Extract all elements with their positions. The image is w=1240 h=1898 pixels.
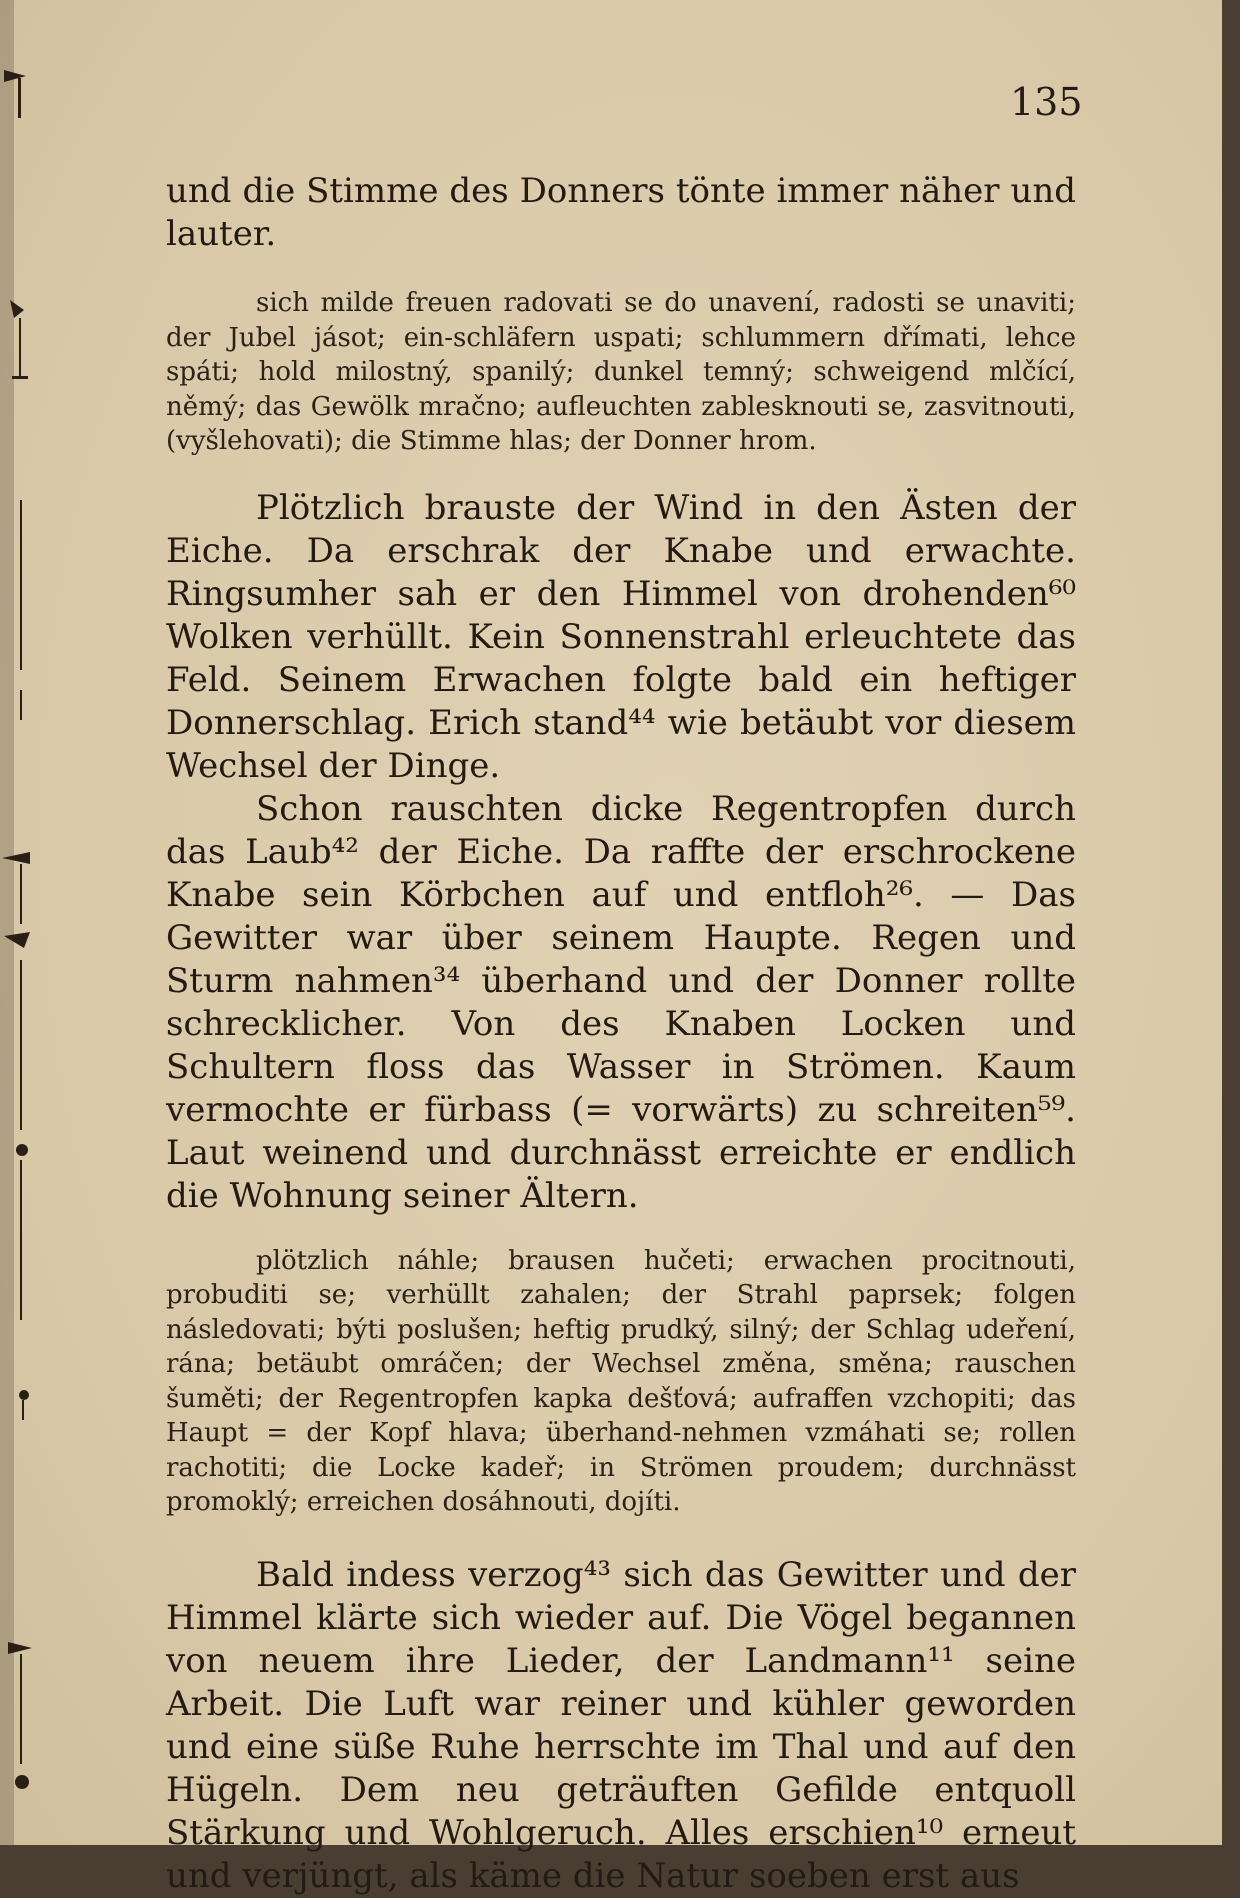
vocabulary-block-2: plötzlich náhle; brausen hučeti; erwachen procitnouti, probuditi se; verhüllt zahalen; der Strahl paprsek; folgen následovati; býti poslušen; heftig prudký, silný; der Schlag udeření, rána; betäubt omráčen; der Wechsel změna, směna; rauschen šuměti; der Regentropfen kapka dešťová; aufraffen vzchopiti; das Haupt = der Kopf hlava; überhand-nehmen vzmáhati se; rollen rachotiti; die Locke kadeř; in Strömen proudem; durchnässt promoklý; erreichen dosáhnouti, dojíti. <box>166 1245 1076 1517</box>
text-column <box>166 170 1076 1898</box>
paragraph-continuation: und die Stimme des Donners tönte immer näher und lauter. <box>166 171 1076 254</box>
paragraph-storm: Plötzlich brauste der Wind in den Ästen der Eiche. Da erschrak der Knabe und erwachte. Ringsumher sah er den Himmel von drohenden⁶⁰ Wolken verhüllt. Kein Sonnenstrahl erleuchtete das Feld. Seinem Erwachen folgte bald ein heftiger Donnerschlag. Erich stand⁴⁴ wie betäubt vor diesem Wechsel der Dinge. <box>166 487 1076 786</box>
page-number: 135 <box>1010 80 1083 124</box>
paragraph-rain: Schon rauschten dicke Regentropfen durch das Laub⁴² der Eiche. Da raffte der erschrockene Knabe sein Körbchen auf und entfloh²⁶. — Das Gewitter war über seinem Haupte. Regen und Sturm nahmen³⁴ überhand und der Donner rollte schrecklicher. Von des Knaben Locken und Schultern floss das Wasser in Strömen. Kaum vermochte er fürbass (= vorwärts) zu schreiten⁵⁹. Laut weinend und durchnässt erreichte er endlich die Wohnung seiner Ältern. <box>166 788 1076 1216</box>
paragraph-after-storm: Bald indess verzog⁴³ sich das Gewitter und der Himmel klärte sich wieder auf. Die Vögel begannen von neuem ihre Lieder, der Landmann¹¹ seine Arbeit. Die Luft war reiner und kühler geworden und eine süße Ruhe herrschte im Thal und auf den Hügeln. Dem neu geträuften Gefilde entquoll Stärkung und Wohlgeruch. Alles erschien¹⁰ erneut und verjüngt, als käme die Natur soeben erst aus <box>166 1554 1076 1896</box>
vocabulary-block-1: sich milde freuen radovati se do unavení, radosti se unaviti; der Jubel jásot; ein-schläfern uspati; schlummern dřímati, lehce spáti; hold milostný, spanilý; dunkel temný; schweigend mlčící, němý; das Gewölk mračno; aufleuchten zablesknouti se, zasvitnouti, (vyšlehovati); die Stimme hlas; der Donner hrom. <box>166 288 1076 456</box>
binding-margin-marks <box>0 0 60 1845</box>
